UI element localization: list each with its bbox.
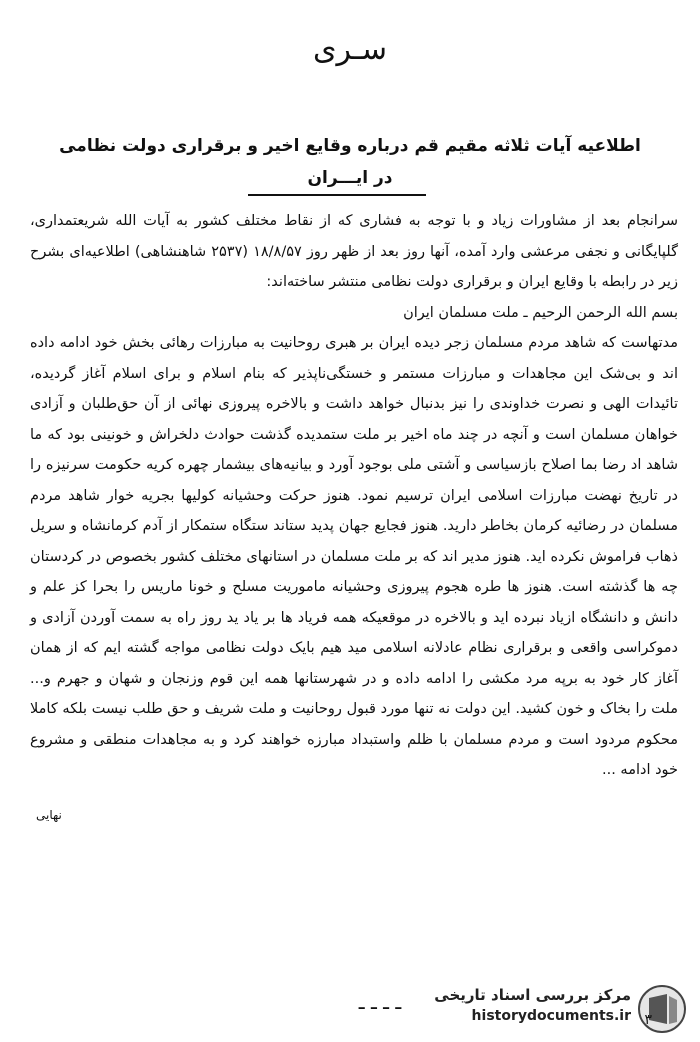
watermark-text-fa: مرکز بررسی اسناد تاریخی [434,986,631,1004]
intro-paragraph: سرانجام بعد از مشاورات زیاد و با توجه به فشاری که از نقاط مختلف کشور به آیات الله شریعتمداری، گلپایگانی و نجفی مرعشی وارد آمده، آنها روز بعد از ظهر روز ۱۸/۸/۵۷ (۲۵۳۷ شاهنشاهی) اطلاعیه‌ای بشرح زیر در رابطه با وقایع ایران و برقراری دولت نظامی منتشر ساخته‌اند: [30,213,678,290]
document-body [30,206,678,786]
salutation-line: بسم الله الرحمن الرحیم ـ ملت مسلمان ایران [403,304,678,321]
statement-paragraph: مدتهاست که شاهد مردم مسلمان زجر دیده ایران بر هبری روحانیت به مبارزات رهائی بخش خود ادامه داده اند و بی‌شک این مجاهدات و مبارزات مستمر و خستگی‌ناپذیر که بنام اسلام و برای اسلام آغاز گردیده، تائیدات الهی و نصرت خداوندی را نیز بدنبال خواهد داشت و بالاخره پیروزی نهائی از آن حق‌طلبان و آزادی خواهان مسلمان است و آنچه در چند ماه اخیر بر ملت ستمدیده گذشت حوادث دلخراش و خونینی بود که ما شاهد اد رضا بما اصلاح بازسیاسی و آشتی ملی بوجود آورد و بیانیه‌های بیشمار چهره کریه حکومت سرنیزه را در تاریخ نهضت مبارزات اسلامی ایران ترسیم نمود. هنوز حرکت وحشیانه کولیها بجریه خوار شاهد مردم مسلمان در رضائیه کرمان بخاطر دارید. هنوز فجایع جهان پدید ستاند ستگاه ستمکار از آدم کرمانشاه و سریل ذهاب فراموش نکرده اید. هنوز مدیر اند که بر ملت مسلمان در استانهای مختلف کشور بخصوص در کردستان چه ها گذشته است. هنوز ها طره هجوم پیروزی وحشیانه ماموریت مسلح و خونا ماریس را بحرا کز علم و دانش و دانشگاه ازیاد نبرده اید و بالاخره در موقعیکه همه فریاد ها بر یاد ید روز راه به سمت آوردن آزادی و دموکراسی واقعی و برقراری نظام عادلانه اسلامی مید هیم بایک دولت نظامی مواجه گشته ایم که از همان آغاز کار خود به برپه مرد مکشی را ادامه داده و در شهرستانها همه این قوم وزنجان و شهان و جهرم و... ملت را بخاک و خون کشید. این دولت نه تنها مورد قبول روحانیت و ملت شریف و حق طلب نیست بلکه کاملا محکوم مردود است و مردم مسلمان با ظلم واستبداد مبارزه خواهند کرد و به مجاهدات منطقی و مشروع خود ادامه ... [30,335,678,778]
classification-header: سـری [313,32,387,67]
title-line-1: اطلاعیه آیات ثلاثه مقیم قم درباره وقایع اخیر و برقراری دولت نظامی [59,136,641,156]
archive-watermark [425,982,695,1034]
marginal-note: نهایی [36,808,62,822]
title-line-2: در ایـــران [307,168,393,188]
page-number: ۳ [644,1012,652,1028]
title-underline [248,194,426,196]
watermark-text-en: historydocuments.ir [471,1008,631,1024]
document-title [40,130,660,194]
footer-marks: ـ ـ ـ ـ [358,990,402,1014]
